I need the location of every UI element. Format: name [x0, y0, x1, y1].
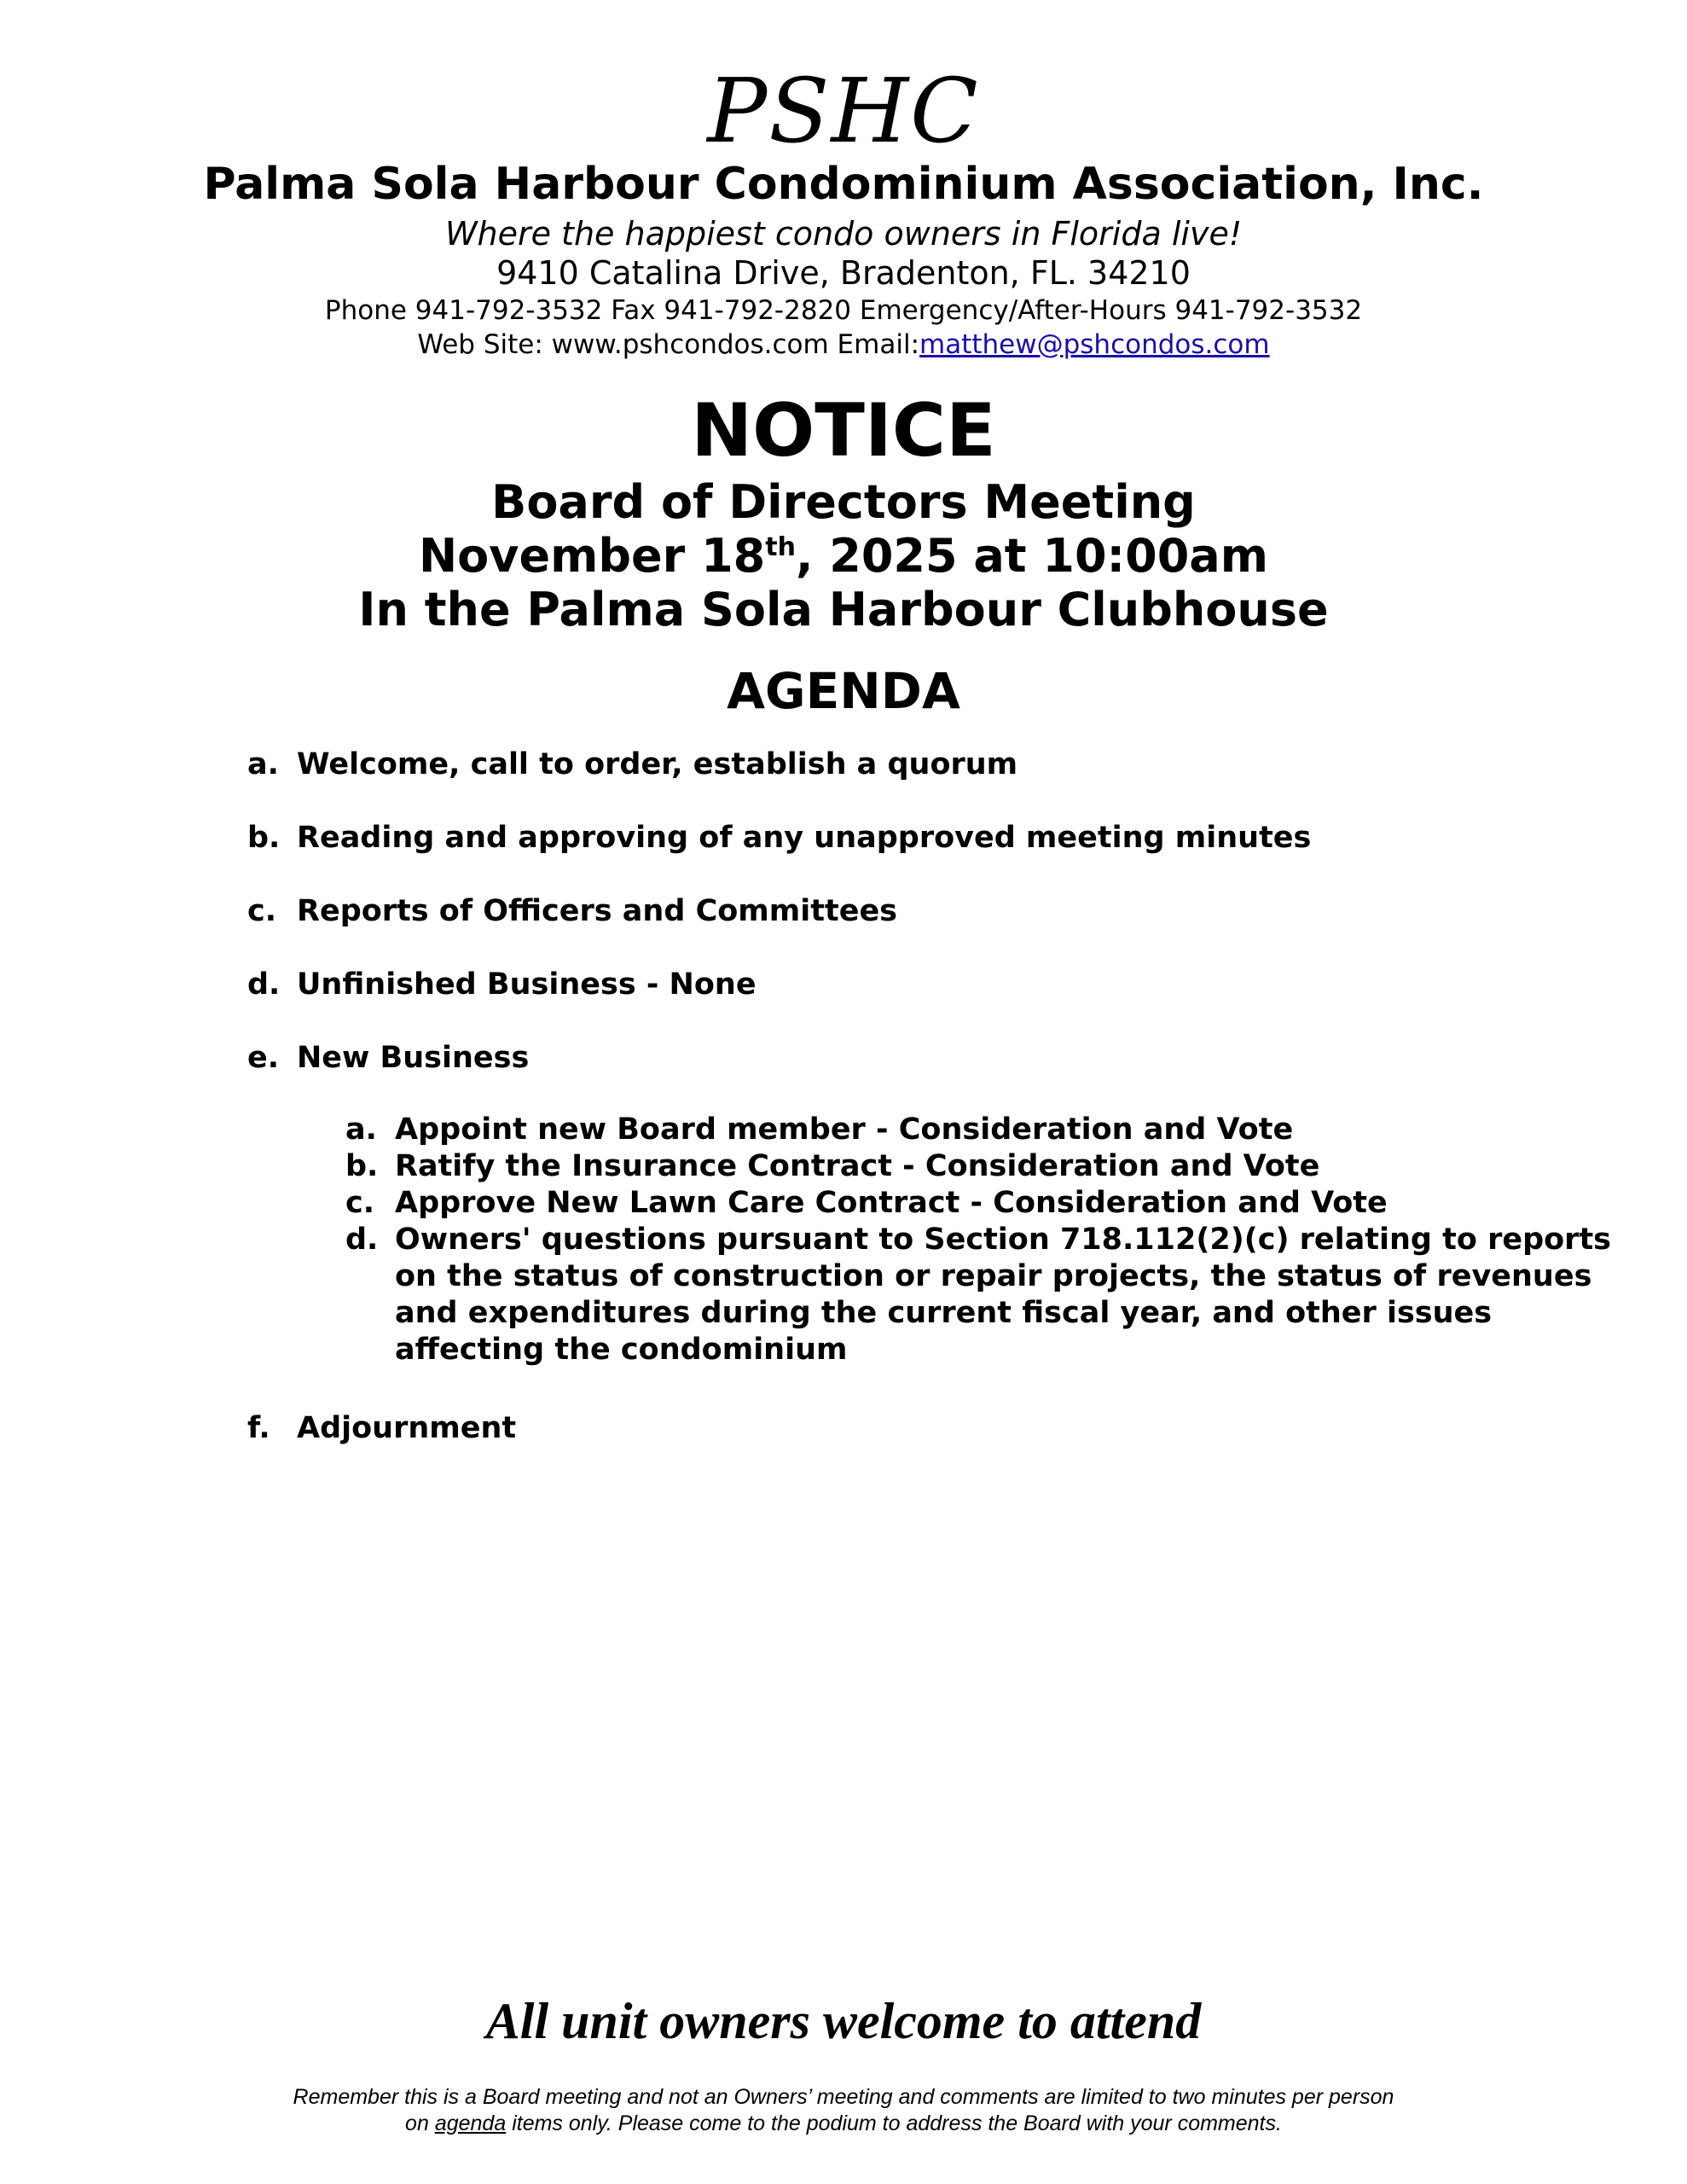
footer-note	[0, 2084, 1687, 2137]
agenda-item-letter: f.	[247, 1411, 270, 1445]
date-suffix: th	[765, 532, 796, 562]
agenda-sub-item-line: on the status of construction or repair projects, the status of revenues	[395, 1259, 1592, 1293]
agenda-item-letter: c.	[247, 894, 277, 928]
agenda-underlined: agenda	[434, 2111, 507, 2135]
meeting-date	[0, 530, 1687, 583]
agenda-sub-item-text: Approve New Lawn Care Contract - Consideration and Vote	[395, 1186, 1388, 1220]
agenda-item-letter: d.	[247, 967, 281, 1002]
agenda-sub-item-letter: d.	[345, 1223, 379, 1257]
agenda-sub-item-line: affecting the condominium	[395, 1333, 848, 1367]
agenda-item-letter: e.	[247, 1041, 280, 1075]
agenda-sub-item-letter: b.	[345, 1149, 379, 1183]
footer-note-line1: Remember this is a Board meeting and not an Owners’ meeting and comments are limited to two minutes per person	[293, 2085, 1394, 2109]
address: 9410 Catalina Drive, Bradenton, FL. 34210	[496, 254, 1191, 292]
date-rest: , 2025 at 10:00am	[795, 529, 1268, 583]
agenda-item-letter: b.	[247, 821, 281, 855]
agenda-item-text: Adjournment	[297, 1411, 517, 1445]
web-label: Web Site: www.pshcondos.com Email:	[417, 329, 920, 360]
agenda-sub-item-text: Appoint new Board member - Consideration and Vote	[395, 1112, 1294, 1147]
agenda-sub-item-line: Owners' questions pursuant to Section 718.112(2)(c) relating to reports	[395, 1223, 1612, 1257]
date-month-day: November 18	[418, 529, 766, 583]
organization-name: Palma Sola Harbour Condominium Association, Inc.	[203, 159, 1484, 210]
agenda-sub-item-letter: c.	[345, 1186, 375, 1220]
agenda-sub-item-text: Ratify the Insurance Contract - Consideration and Vote	[395, 1149, 1320, 1183]
agenda-sub-item-line: and expenditures during the current fiscal year, and other issues	[395, 1296, 1493, 1330]
agenda-heading: AGENDA	[727, 662, 960, 720]
agenda-item-text: Welcome, call to order, establish a quorum	[297, 747, 1018, 781]
email-link[interactable]: matthew@pshcondos.com	[919, 329, 1270, 360]
notice-title: NOTICE	[691, 388, 996, 473]
welcome-message: All unit owners welcome to attend	[485, 1993, 1202, 2049]
agenda-item-text: Reading and approving of any unapproved meeting minutes	[297, 821, 1312, 855]
agenda-item-text: New Business	[297, 1041, 530, 1075]
meeting-location: In the Palma Sola Harbour Clubhouse	[358, 583, 1329, 636]
footer-note-line2: on agenda items only. Please come to the podium to address the Board with your comments.	[405, 2111, 1282, 2135]
agenda-sub-item-letter: a.	[345, 1112, 377, 1147]
agenda-sub-item	[345, 1222, 1612, 1368]
pshc-logo: PSHC	[707, 59, 980, 163]
agenda-item-text: Reports of Officers and Committees	[297, 894, 898, 928]
web-email-line	[0, 329, 1687, 360]
agenda-item-text: Unfinished Business - None	[297, 967, 757, 1002]
agenda-item-letter: a.	[247, 747, 279, 781]
phone-line: Phone 941-792-3532 Fax 941-792-2820 Emergency/After-Hours 941-792-3532	[324, 295, 1363, 326]
meeting-title: Board of Directors Meeting	[491, 475, 1196, 529]
tagline: Where the happiest condo owners in Florida live!	[444, 215, 1243, 253]
